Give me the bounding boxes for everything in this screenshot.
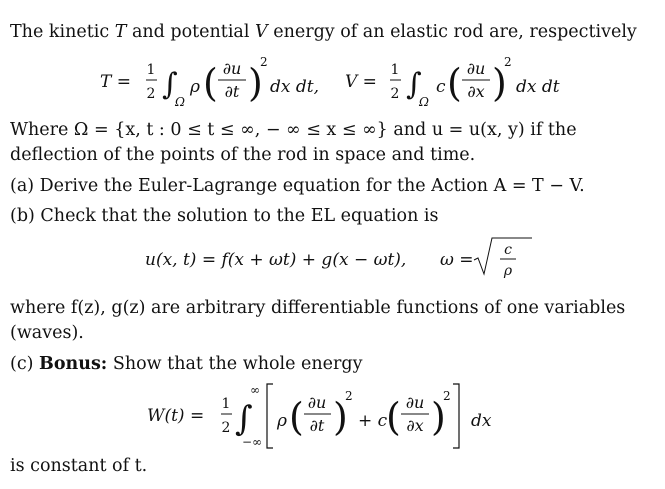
- half-den: 2: [146, 86, 156, 102]
- w-power-2: 2: [443, 389, 451, 403]
- dx: ∂x: [467, 82, 485, 101]
- paren-right-2: ): [492, 61, 507, 105]
- c-coef: c: [436, 77, 446, 97]
- measure-2: dx dt: [516, 77, 560, 97]
- domain-definition: Where Ω = {x, t : 0 ≤ t ≤ ∞, − ∞ ≤ x ≤ ∞} and u = u(x, y) if the: [10, 120, 577, 140]
- paren-left-2: (: [447, 61, 462, 105]
- w-du: ∂u: [307, 393, 327, 412]
- intro-text-end: energy of an elastic rod are, respectively: [267, 22, 637, 42]
- bonus-label: Bonus:: [39, 354, 108, 374]
- w-paren-left: (: [289, 395, 304, 439]
- w-paren-left-2: (: [386, 395, 401, 439]
- omega-c: c: [504, 242, 512, 258]
- part-a: (a) Derive the Euler-Lagrange equation for the Action A = T − V.: [10, 176, 585, 196]
- wave-solution: [0, 230, 665, 292]
- symbol-T: T: [114, 22, 127, 42]
- w-plus-c: + c: [358, 411, 388, 431]
- w-du-2: ∂u: [405, 393, 425, 412]
- omega-lhs: ω =: [440, 250, 474, 270]
- part-c: [10, 354, 362, 374]
- part-c-label: (c): [10, 354, 40, 374]
- T-lhs: T =: [100, 72, 131, 92]
- w-paren-right: ): [333, 395, 348, 439]
- w-lower: −∞: [242, 435, 263, 449]
- part-b: (b) Check that the solution to the EL equation is: [10, 206, 439, 226]
- du: ∂u: [222, 59, 242, 78]
- integral-sign-2: ∫: [406, 67, 422, 102]
- integral-sign: ∫: [162, 67, 178, 102]
- half-den-2: 2: [390, 86, 400, 102]
- w-upper: ∞: [250, 383, 260, 397]
- intro-line: [10, 22, 637, 42]
- w-half-den: 2: [221, 420, 231, 436]
- functions-note: where f(z), g(z) are arbitrary differentiable functions of one variables: [10, 298, 626, 318]
- omega-rho: ρ: [503, 263, 513, 279]
- part-c-text: Show that the whole energy: [107, 354, 363, 374]
- w-rho: ρ: [277, 411, 287, 431]
- w-power: 2: [345, 389, 353, 403]
- energy-integral: [0, 378, 665, 454]
- w-dt: ∂t: [309, 416, 325, 435]
- half-num: 1: [146, 62, 156, 78]
- rho: ρ: [190, 77, 200, 97]
- w-dx: ∂x: [406, 416, 424, 435]
- domain-definition-cont: deflection of the points of the rod in space and time.: [10, 145, 476, 165]
- paren-left: (: [203, 61, 218, 105]
- w-integral: ∫: [235, 399, 253, 439]
- dt: ∂t: [224, 82, 240, 101]
- domain-omega: Ω: [175, 95, 185, 109]
- power-2b: 2: [504, 55, 512, 69]
- paren-right: ): [248, 61, 263, 105]
- intro-text-mid: and potential: [126, 22, 256, 42]
- power-2: 2: [260, 55, 268, 69]
- measure: dx dt,: [270, 77, 319, 97]
- W-lhs: W(t) =: [147, 406, 205, 426]
- domain-omega-2: Ω: [419, 95, 429, 109]
- functions-note-cont: (waves).: [10, 323, 84, 343]
- symbol-V: V: [255, 22, 268, 42]
- intro-text: The kinetic: [10, 22, 115, 42]
- energy-equations: [0, 50, 665, 120]
- solution-lhs: u(x, t) = f(x + ωt) + g(x − ωt),: [145, 250, 407, 270]
- half-num-2: 1: [390, 62, 400, 78]
- closing-line: is constant of t.: [10, 456, 148, 476]
- w-half-num: 1: [221, 396, 231, 412]
- w-paren-right-2: ): [431, 395, 446, 439]
- w-measure: dx: [471, 411, 492, 431]
- du-2: ∂u: [466, 59, 486, 78]
- V-lhs: V =: [345, 72, 377, 92]
